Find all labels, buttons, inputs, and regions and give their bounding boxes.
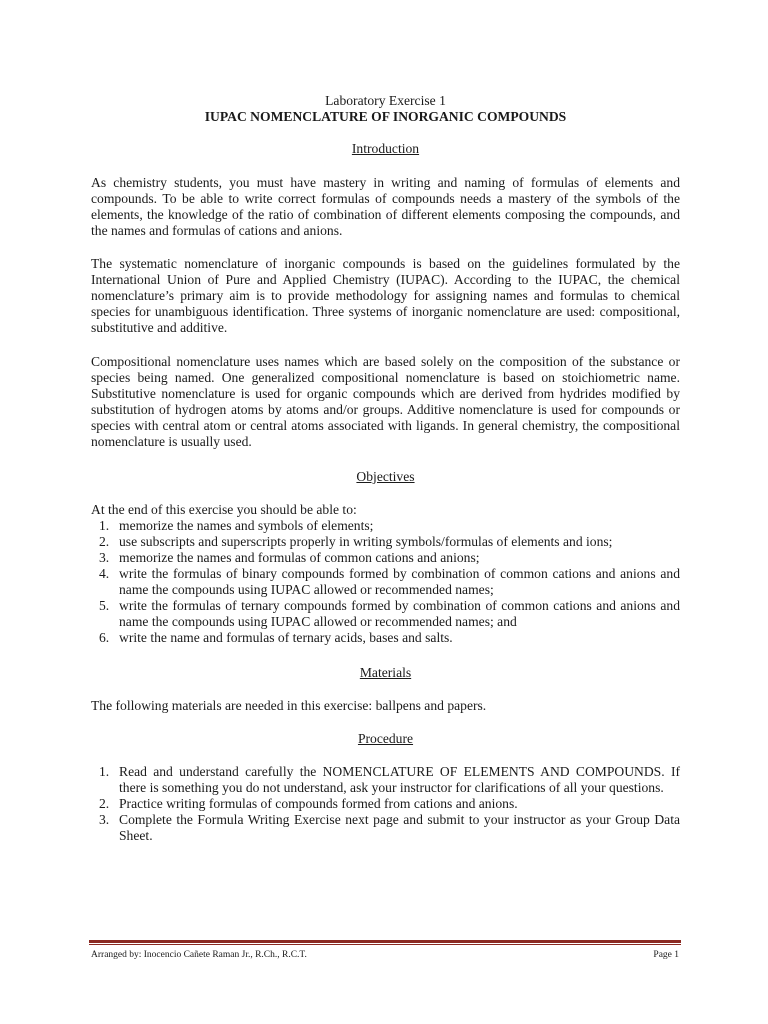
materials-heading: Materials [359,665,412,680]
procedure-list [91,764,680,844]
list-item: 6. write the name and formulas of ternary acids, bases and salts. [99,630,453,645]
list-item: 4. write the formulas of binary compounds formed by combination of common cations and anions and name the compounds using IUPAC allowed or recommended names; [99,566,680,597]
page-number: Page 1 [653,950,679,960]
footer-author: Arranged by: Inocencio Cañete Raman Jr., R.Ch., R.C.T. [91,950,307,960]
introduction-paragraph-3: Compositional nomenclature uses names which are based solely on the composition of the substance or species being named. One generalized compositional nomenclature is based on stoichiometric name. Substitutive nomenclature is used for organic compounds which are derived from hydrides modified by substitution of hydrogen atoms by atoms and/or groups. Additive nomenclature is used for compounds or species with central atom or central atoms associated with ligands. In general chemistry, the compositional nomenclature is usually used. [91,354,680,449]
document-title: IUPAC NOMENCLATURE OF INORGANIC COMPOUNDS [204,109,567,124]
introduction-paragraph-1: As chemistry students, you must have mastery in writing and naming of formulas of elements and compounds. To be able to write correct formulas of compounds needs a mastery of the symbols of the elements, the knowledge of the ratio of combination of different elements composing the compounds, and the names and formulas of cations and anions. [91,175,680,238]
procedure-heading: Procedure [357,731,414,746]
objectives-list [91,518,680,646]
list-item: 3. Complete the Formula Writing Exercise next page and submit to your instructor as your Group Data Sheet. [99,812,680,843]
exercise-label: Laboratory Exercise 1 [325,93,446,108]
introduction-paragraph-2: The systematic nomenclature of inorganic compounds is based on the guidelines formulated by the International Union of Pure and Applied Chemistry (IUPAC). According to the IUPAC, the chemical nomenclature’s primary aim is to provide methodology for assigning names and formulas to chemical species for unambiguous identification. Three systems of inorganic nomenclature are used: compositional, substitutive and additive. [91,256,680,335]
objectives-heading: Objectives [356,469,415,484]
introduction-heading: Introduction [351,141,420,156]
list-item: 2. use subscripts and superscripts properly in writing symbols/formulas of elements and ions; [99,534,613,549]
objectives-lead: At the end of this exercise you should be able to: [91,502,357,517]
list-item: 1. Read and understand carefully the NOMENCLATURE OF ELEMENTS AND COMPOUNDS. If there is something you do not understand, ask your instructor for clarifications of all your questions. [99,764,680,795]
footer-rule-thick [89,940,681,943]
list-item: 5. write the formulas of ternary compounds formed by combination of common cations and anions and name the compounds using IUPAC allowed or recommended names; and [99,598,680,629]
footer-rule-thin [89,944,681,945]
list-item: 3. memorize the names and formulas of common cations and anions; [99,550,480,565]
list-item: 2. Practice writing formulas of compounds formed from cations and anions. [99,796,518,811]
materials-text: The following materials are needed in this exercise: ballpens and papers. [91,698,487,713]
list-item: 1. memorize the names and symbols of elements; [99,518,374,533]
